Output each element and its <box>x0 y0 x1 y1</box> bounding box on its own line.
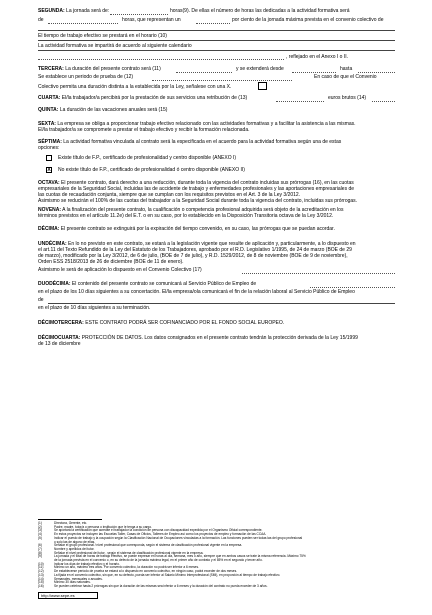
sexta-label: SEXTA: La empresa se obliga a proporcionar trabajo efectivo relacionado con las actividades formativas y a facilitar la asistencia a las mismas. <box>38 121 356 127</box>
duracion-distinta-checkbox[interactable] <box>258 82 267 90</box>
footnote-number: (4) <box>38 532 42 537</box>
undecima-label: UNDÉCIMA: En lo no previsto en este contrato, se estará a la legislación vigente que resulte de aplicación y, particularmente, a lo dispuesto en <box>38 241 356 247</box>
jornada-field[interactable] <box>110 14 168 15</box>
footnote-number: (5) <box>38 535 42 540</box>
opcion-anexo-i-label: Existe título de F.P., certificado de profesionalidad y centro disponible (ANEXO I) <box>58 155 237 161</box>
decimocuarta-text-2: de 13 de diciembre <box>38 341 81 347</box>
quinta-label: QUINTA: La duración de las vacaciones anuales será (15) <box>38 107 168 113</box>
horario-label: El tiempo de trabajo efectivo se prestará en el horario (10) <box>38 33 167 39</box>
novena-label: NOVENA: A la finalización del presente contrato, la cualificación o competencia profesional adquirida será objeto de la acreditación en los <box>38 207 344 213</box>
spe-field-2[interactable] <box>48 303 395 304</box>
calendario-line-2[interactable] <box>38 59 284 60</box>
octava-text-4: Asimismo se reducirán el 100% de las cuotas del trabajador a la Seguridad Social durante toda la vigencia del contrato, incluidas sus prórrogas. <box>38 198 358 204</box>
sepe-url[interactable]: http://www.sepe.es <box>41 593 75 598</box>
desde-field[interactable] <box>292 72 336 73</box>
decima-label: DÉCIMA: El presente contrato se extinguirá por la expiración del tiempo convenido, en su caso, las prórrogas que se puedan acordar. <box>38 226 335 232</box>
retribucion-field[interactable] <box>276 101 324 102</box>
cuarta-label: CUARTA: El/la trabajador/a percibirá por la prestación de sus servicios una retribución de (13) <box>38 95 248 101</box>
footnote-text: Señalar el grupo profesional / nivel profesional que corresponda, según el sistema de clasificación profesional vigente en la empresa. <box>54 543 243 548</box>
segunda-porciento: por ciento de la jornada máxima prevista en el convenio colectivo de <box>232 17 384 23</box>
convenio-caso: En caso de que el Convenio <box>314 74 377 80</box>
hasta-field[interactable] <box>358 72 395 73</box>
septima-opciones: opciones: <box>38 145 60 151</box>
footnote-number: (16) <box>38 583 44 588</box>
periodo-field[interactable] <box>372 101 395 102</box>
prueba-label: Se establece un periodo de prueba de (12) <box>38 74 134 80</box>
footnote-text: o solo las de alguno de ellas. <box>54 539 96 544</box>
footnote-number: (14) <box>38 576 44 581</box>
footnote-number: (12) <box>38 569 44 574</box>
sexta-text: El/la trabajador/a se compromete a prestar el trabajo efectivo y recibir la formación relacionada. <box>38 127 250 133</box>
segunda-text: horas(9). De ellas el número de horas las dedicadas a la actividad formativa será <box>170 8 350 14</box>
novena-text-2: términos previstos en el artículo 11.2e) del E.T. o en su caso, por lo establecido en la Disposición Transitoria octava de la Ley 3/2012. <box>38 213 334 219</box>
convenio-colectivo-field[interactable] <box>242 273 395 274</box>
duracion-field[interactable] <box>176 72 232 73</box>
tercera-label: TERCERA: La duración del presente contrato será (11) <box>38 66 161 72</box>
horas-formativas-field[interactable] <box>48 23 118 24</box>
duodecima-de: de <box>38 297 44 303</box>
calendario-line-1[interactable] <box>38 50 395 51</box>
footnote-separator <box>38 519 102 520</box>
prueba-field[interactable] <box>152 80 292 81</box>
decimotercera-label: DÉCIMOTERCERA: ESTE CONTRATO PODRÁ SER COFINANCIADO POR EL FONDO SOCIAL EUROPEO. <box>38 320 285 326</box>
footnote-text: Semanales, mensuales o anuales. <box>54 576 103 581</box>
footnote-number: (9) <box>38 554 42 559</box>
tercera-desde: y se extenderá desde <box>236 66 284 72</box>
octava-label: OCTAVA: El presente contrato, dará derecho a una reducción, durante toda la vigencia del contrato incluidas sus prórrogas (16), en las cuotas <box>38 180 354 186</box>
footnote-text: La fijada en el convenio colectivo, sin que, en su defecto, pueda ser inferior al Salario Mínimo Interprofesional (SMI), en proporción al tiempo de trabajo efectivo. <box>54 572 281 577</box>
footnote-text: Mínimo un año, máximo tres años. Por convenio colectivo, la duración no podrá ser inferior a 6 meses. <box>54 565 199 570</box>
anexo-ref: , reflejado en el Anexo I o II. <box>286 54 348 60</box>
footnote-text: Directora, Gerente, etc. <box>54 521 88 525</box>
cuarta-euros: euros brutos (14) <box>328 95 367 101</box>
duracion-distinta-label: Colectivo permita una duración distinta a la establecida por la Ley, señalese con una X. <box>38 84 232 90</box>
segunda-label: SEGUNDA: La jornada será de: <box>38 8 110 14</box>
footnote-text: Se aportará la certificación que acredite el trabajador la condición de persona con discapacidad expedida por el Organismo Oficial correspondiente. <box>54 528 263 533</box>
calendario-label: La actividad formativa se impartirá de acuerdo al siguiente calendario <box>38 43 192 49</box>
undecima-text-4: Orden ESS 2518/2013 de 26 de diciembre (BOE de 11 de enero). <box>38 259 184 265</box>
footnote-text: De establecerse período de prueba se estará a lo dispuesto en convenio colectivo, en ningún caso, podrá exceder de dos meses. <box>54 569 238 574</box>
duodecima-text-2: en el plazo de los 10 días siguientes a su concertación. El/la empresa/ola comunicará el fin de la relación laboral al Servicio Público de Empleo <box>38 289 355 295</box>
footnote-item <box>38 585 268 589</box>
decimocuarta-label: DÉCIMOCUARTA: PROTECCIÓN DE DATOS. Los datos consignados en el presente contrato tendrán la protección derivada de la Ley 15/1999 <box>38 335 358 341</box>
footnote-text: Señalar el nivel profesional del tutor , según el sistema de clasificación profesional vigente en la empresa. <box>54 550 204 555</box>
porcentaje-field[interactable] <box>196 23 230 24</box>
footnote-number: (3) <box>38 528 42 533</box>
spe-field-1[interactable] <box>310 287 395 288</box>
footnote-text: Indicar el puesto de trabajo y la ocupación según la Clasificación Nacional de Ocupaciones vinculadas a la formación. Las funciones pueden ser todas las del grupo profesional <box>54 535 303 540</box>
footnote-text: Indicar los días de trabajo efectivo y el horario. <box>54 561 120 566</box>
footnote-text: Se pueden celebrar hasta 2 prórrogas sin que la duración de las mismas sea inferior a 6 meses y la duración del contrato no pueda exceder de 3 años. <box>54 583 268 588</box>
footnote-number: (11) <box>38 565 44 570</box>
opcion-anexo-ii-label: No existe título de F.P., certificado de profesionalidad ó centro disponible (ANEXO II) <box>58 167 245 173</box>
footnote-number: (7) <box>38 546 42 551</box>
footnote-number: (13) <box>38 572 44 577</box>
tercera-hasta: hasta <box>340 66 353 72</box>
footnote-text: Padre, madre, tutor/a o persona o institución que le tenga a su cargo. <box>54 524 152 529</box>
footnote-text: Nombre y apellidos del tutor. <box>54 546 95 551</box>
footnote-number: (1) <box>38 521 42 525</box>
footnote-text: de la jornada prevista en el convenio o, en su defecto de la jornada máxima legal, en el primer año de contrato y el 85% en el segundo y tercer año. <box>54 558 263 562</box>
opcion-anexo-i-checkbox[interactable] <box>46 155 52 161</box>
undecima-text-2: el art.11 del Texto Refundido de la Ley del Estatuto de los Trabajadores, aprobado por el R.D. Legislativo 1/1995, de 24 de marzo (BOE de 29 <box>38 247 352 253</box>
septima-label: SÉPTIMA: La actividad formativa vinculada al contrato será la especificada en el acuerdo para la actividad formativa según una de estas <box>38 139 342 145</box>
undecima-text-3: de marzo), modificado por la Ley 3/2012, de 6 de julio, (BOE de 7 de julio), y R.D. 1529/2012, de 8 de noviembre (BOE de 9 de noviembre), <box>38 253 348 259</box>
duodecima-text-4: en el plazo de 10 días siguientes a su terminación. <box>38 305 151 311</box>
undecima-convenio: Asimismo le será de aplicación lo dispuesto en el Convenio Colectivo (17) <box>38 267 202 273</box>
footnote-text: La jornada y el total de horas de trabajo efectivo, se puede expresar en horas al día, semana, mes o año, siempre que en ambos casos se trate la misma referencia. Máximo 75% <box>54 554 306 559</box>
horario-line[interactable] <box>38 40 395 41</box>
footnote-text: Mínimo 30 días naturales. <box>54 580 91 585</box>
footnote-number: (6) <box>38 543 42 548</box>
octava-text-2: empresariales de la Seguridad Social, incluidas las de accidente de trabajo y enfermedades profesionales y las aportaciones empresariales de <box>38 186 355 192</box>
footnote-number: (8) <box>38 550 42 555</box>
footnote-number: (10) <box>38 561 44 566</box>
footnote-text: En estos proyectos se incluyen las Escuelas Taller, Casas de Oficios, Talleres de Empleo así como los proyectos de empleo y formación de las CCAA. <box>54 532 267 537</box>
opcion-anexo-ii-checkbox[interactable]: X <box>47 167 51 173</box>
octava-text-3: las cuotas de recaudación conjunta, siempre que se cumplan con los requisitos previstos en el Art. 3 de la Ley 3/2012. <box>38 192 301 198</box>
convenio-line[interactable] <box>38 30 395 31</box>
duodecima-label: DUODÉCIMA: El contenido del presente contrato se comunicará al Servicio Público de Empleo de <box>38 281 257 287</box>
segunda-de: de <box>38 17 44 23</box>
sepe-url-box[interactable] <box>38 592 98 599</box>
footnote-number: (2) <box>38 524 42 529</box>
segunda-horas: horas, que representan un <box>122 17 181 23</box>
footnote-number: (15) <box>38 580 44 585</box>
